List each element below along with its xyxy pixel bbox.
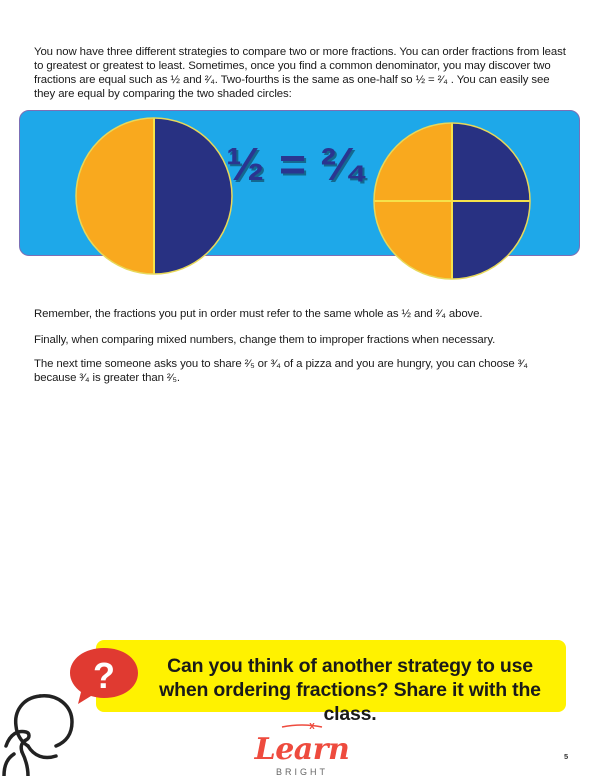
mixed-numbers-paragraph: Finally, when comparing mixed numbers, change them to improper fractions when necessary.	[34, 334, 496, 346]
logo-subtitle: BRIGHT	[275, 767, 328, 777]
learn-bright-logo	[252, 716, 352, 777]
same-whole-paragraph: Remember, the fractions you put in order must refer to the same whole as ½ and ²⁄₄ above.	[34, 308, 483, 320]
page-number: 5	[564, 752, 569, 761]
logo-swoosh-icon	[252, 723, 352, 729]
bubble-glyph: ?	[93, 655, 115, 696]
intro-paragraph: You now have three different strategies to compare two or more fractions. You can order fractions from least to greatest or greatest to least. Sometimes, once you find a common denominator, you may discover two fractions are equal such as ½ and ²⁄₄. Two-fourths is the same as one-half so ½ = ²⁄₄ . You can easily see they are equal by comparing the two shaded circles:	[34, 46, 566, 100]
thinking-person-icon	[0, 686, 90, 776]
pizza-paragraph: The next time someone asks you to share ²⁄₅ or ³⁄₄ of a pizza and you are hungry, you can choose ³⁄₄ because ³⁄₄ is greater than ²⁄₅.	[34, 358, 528, 384]
half-circle	[73, 115, 235, 277]
logo-word: Learn	[254, 732, 350, 767]
callout-question: Can you think of another strategy to use when ordering fractions? Share it with the class.	[159, 655, 541, 725]
quarters-circle	[371, 120, 533, 282]
equation-label: ½ = ²⁄₄	[226, 138, 369, 190]
